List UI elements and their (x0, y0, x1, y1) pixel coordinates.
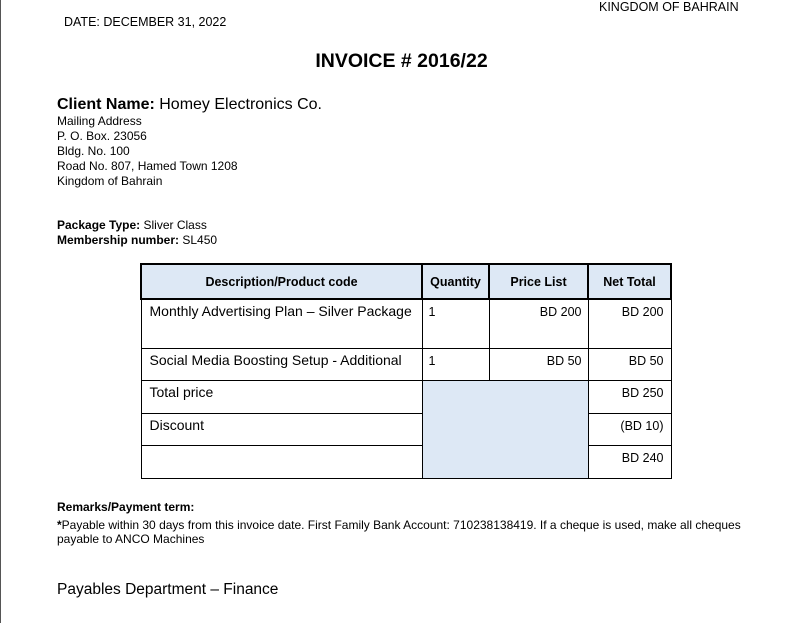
address-line: P. O. Box. 23056 (57, 129, 147, 143)
client-name-label: Client Name: (57, 96, 155, 113)
row-quantity: 1 (422, 299, 489, 348)
client-name-value: Homey Electronics Co. (159, 96, 322, 113)
summary-label-discount: Discount (141, 413, 422, 445)
membership-number (57, 233, 217, 248)
package-type (57, 218, 207, 233)
header-net-total: Net Total (588, 264, 671, 299)
table-header-row (141, 264, 671, 299)
summary-shaded-block (422, 380, 588, 478)
address-line: Kingdom of Bahrain (57, 174, 163, 188)
header-quantity: Quantity (422, 264, 489, 299)
invoice-date: DATE: DECEMBER 31, 2022 (64, 15, 227, 29)
membership-label: Membership number: (57, 233, 180, 247)
remarks-text (57, 518, 747, 546)
address-line: Mailing Address (57, 114, 142, 128)
row-price: BD 200 (489, 299, 588, 348)
summary-row-grand-total (141, 445, 671, 478)
address-line: Bldg. No. 100 (57, 144, 130, 158)
table-row (141, 299, 671, 348)
row-price: BD 50 (489, 348, 588, 380)
invoice-title: INVOICE # 2016/22 (315, 50, 488, 72)
table-row (141, 348, 671, 380)
row-quantity: 1 (422, 348, 489, 380)
remarks-heading: Remarks/Payment term: (57, 500, 195, 514)
summary-row-discount (141, 413, 671, 445)
client-name-line (57, 96, 322, 114)
summary-value-grand-total: BD 240 (588, 445, 671, 478)
summary-value-discount: (BD 10) (588, 413, 671, 445)
header-price-list: Price List (489, 264, 588, 299)
package-type-value: Sliver Class (143, 218, 207, 232)
row-description: Monthly Advertising Plan – Silver Package (141, 299, 422, 348)
remarks-star: * (57, 518, 62, 532)
summary-row-total (141, 380, 671, 413)
summary-value-total: BD 250 (588, 380, 671, 413)
package-type-label: Package Type: (57, 218, 141, 232)
address-line: Road No. 807, Hamed Town 1208 (57, 159, 238, 173)
row-net: BD 200 (588, 299, 671, 348)
remarks-body: Payable within 30 days from this invoice date. First Family Bank Account: 710238138419. If a cheque is used, make all cheques payable to ANCO Machines (57, 518, 741, 546)
page-left-border (0, 0, 1, 623)
header-description: Description/Product code (141, 264, 422, 299)
summary-label-total: Total price (141, 380, 422, 413)
row-description: Social Media Boosting Setup - Additional (141, 348, 422, 380)
row-net: BD 50 (588, 348, 671, 380)
membership-value: SL450 (182, 233, 218, 247)
department-signature: Payables Department – Finance (57, 581, 279, 598)
summary-label-grand-total (141, 445, 422, 478)
invoice-table (140, 263, 672, 479)
header-country: KINGDOM OF BAHRAIN (599, 0, 739, 14)
